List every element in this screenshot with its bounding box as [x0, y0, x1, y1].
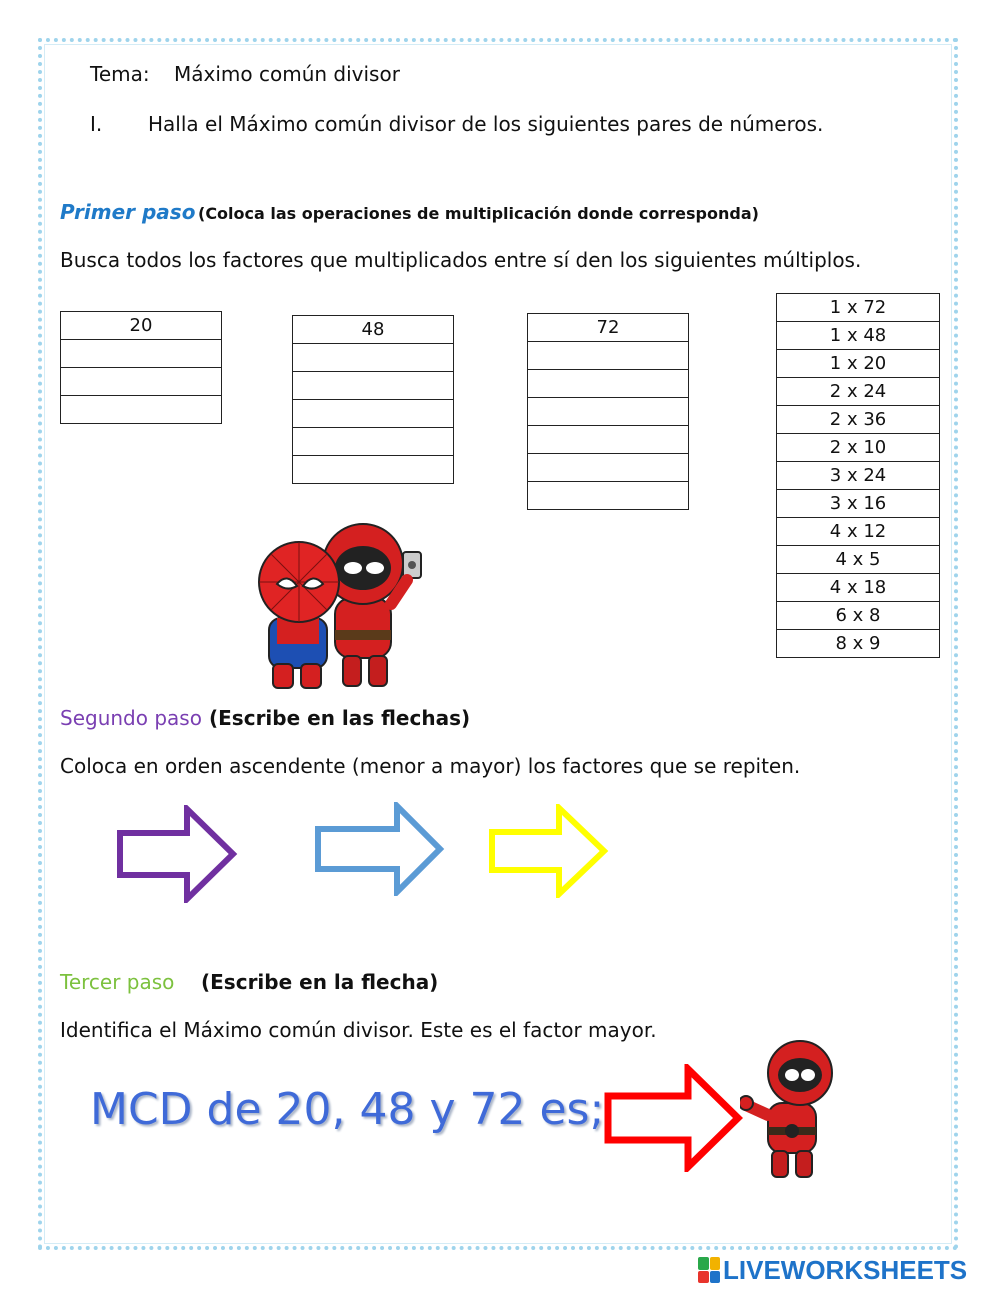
answer-slot[interactable] — [528, 370, 689, 398]
step1-description: Busca todos los factores que multiplicados entre sí den los siguientes múltiplos. — [60, 248, 862, 272]
option-item[interactable]: 2 x 36 — [777, 406, 940, 434]
answer-slot[interactable] — [528, 398, 689, 426]
mcd-result-label: MCD de 20, 48 y 72 es; — [90, 1084, 605, 1135]
deadpool-illustration — [740, 1035, 844, 1181]
answer-slot[interactable] — [528, 482, 689, 510]
answer-slot[interactable] — [293, 456, 454, 484]
option-item[interactable]: 2 x 24 — [777, 378, 940, 406]
tema-label: Tema: — [90, 62, 150, 86]
answer-slot[interactable] — [528, 454, 689, 482]
table-header-48: 48 — [293, 316, 454, 344]
option-item[interactable]: 1 x 48 — [777, 322, 940, 350]
step2-note: (Escribe en las flechas) — [209, 706, 471, 730]
option-item[interactable]: 3 x 16 — [777, 490, 940, 518]
item-number: I. — [90, 112, 103, 136]
step2-title: Segundo paso — [60, 706, 202, 730]
table-header-20: 20 — [61, 312, 222, 340]
option-item[interactable]: 6 x 8 — [777, 602, 940, 630]
instruction: Halla el Máximo común divisor de los siguientes pares de números. — [148, 112, 824, 136]
answer-slot[interactable] — [293, 428, 454, 456]
step1-title: Primer paso — [60, 200, 196, 224]
answer-slot[interactable] — [293, 400, 454, 428]
multiplication-options-table — [776, 293, 940, 658]
factors-table-20 — [60, 311, 222, 424]
answer-slot[interactable] — [61, 340, 222, 368]
factors-table-72 — [527, 313, 689, 510]
liveworksheets-logo — [698, 1255, 967, 1285]
step2-description: Coloca en orden ascendente (menor a mayor) los factores que se repiten. — [60, 754, 801, 778]
tema-value: Máximo común divisor — [174, 62, 400, 86]
option-item[interactable]: 8 x 9 — [777, 630, 940, 658]
answer-slot[interactable] — [528, 342, 689, 370]
option-item[interactable]: 4 x 18 — [777, 574, 940, 602]
step3-description: Identifica el Máximo común divisor. Este es el factor mayor. — [60, 1018, 657, 1042]
step3-title: Tercer paso — [60, 970, 175, 994]
answer-arrow-purple[interactable] — [117, 805, 239, 903]
answer-arrow-blue[interactable] — [315, 802, 445, 896]
answer-slot[interactable] — [293, 344, 454, 372]
option-item[interactable]: 4 x 5 — [777, 546, 940, 574]
spiderman-deadpool-illustration — [255, 518, 435, 696]
answer-arrow-yellow[interactable] — [489, 804, 609, 898]
option-item[interactable]: 3 x 24 — [777, 462, 940, 490]
option-item[interactable]: 4 x 12 — [777, 518, 940, 546]
step1-note: (Coloca las operaciones de multiplicación donde corresponda) — [198, 204, 759, 223]
liveworksheets-icon — [698, 1257, 720, 1283]
liveworksheets-brand: LIVEWORKSHEETS — [723, 1254, 968, 1285]
option-item[interactable]: 1 x 20 — [777, 350, 940, 378]
answer-slot[interactable] — [61, 396, 222, 424]
step3-note: (Escribe en la flecha) — [201, 970, 439, 994]
option-item[interactable]: 1 x 72 — [777, 294, 940, 322]
option-item[interactable]: 2 x 10 — [777, 434, 940, 462]
answer-arrow-red[interactable] — [604, 1064, 744, 1172]
table-header-72: 72 — [528, 314, 689, 342]
factors-table-48 — [292, 315, 454, 484]
answer-slot[interactable] — [293, 372, 454, 400]
answer-slot[interactable] — [528, 426, 689, 454]
answer-slot[interactable] — [61, 368, 222, 396]
